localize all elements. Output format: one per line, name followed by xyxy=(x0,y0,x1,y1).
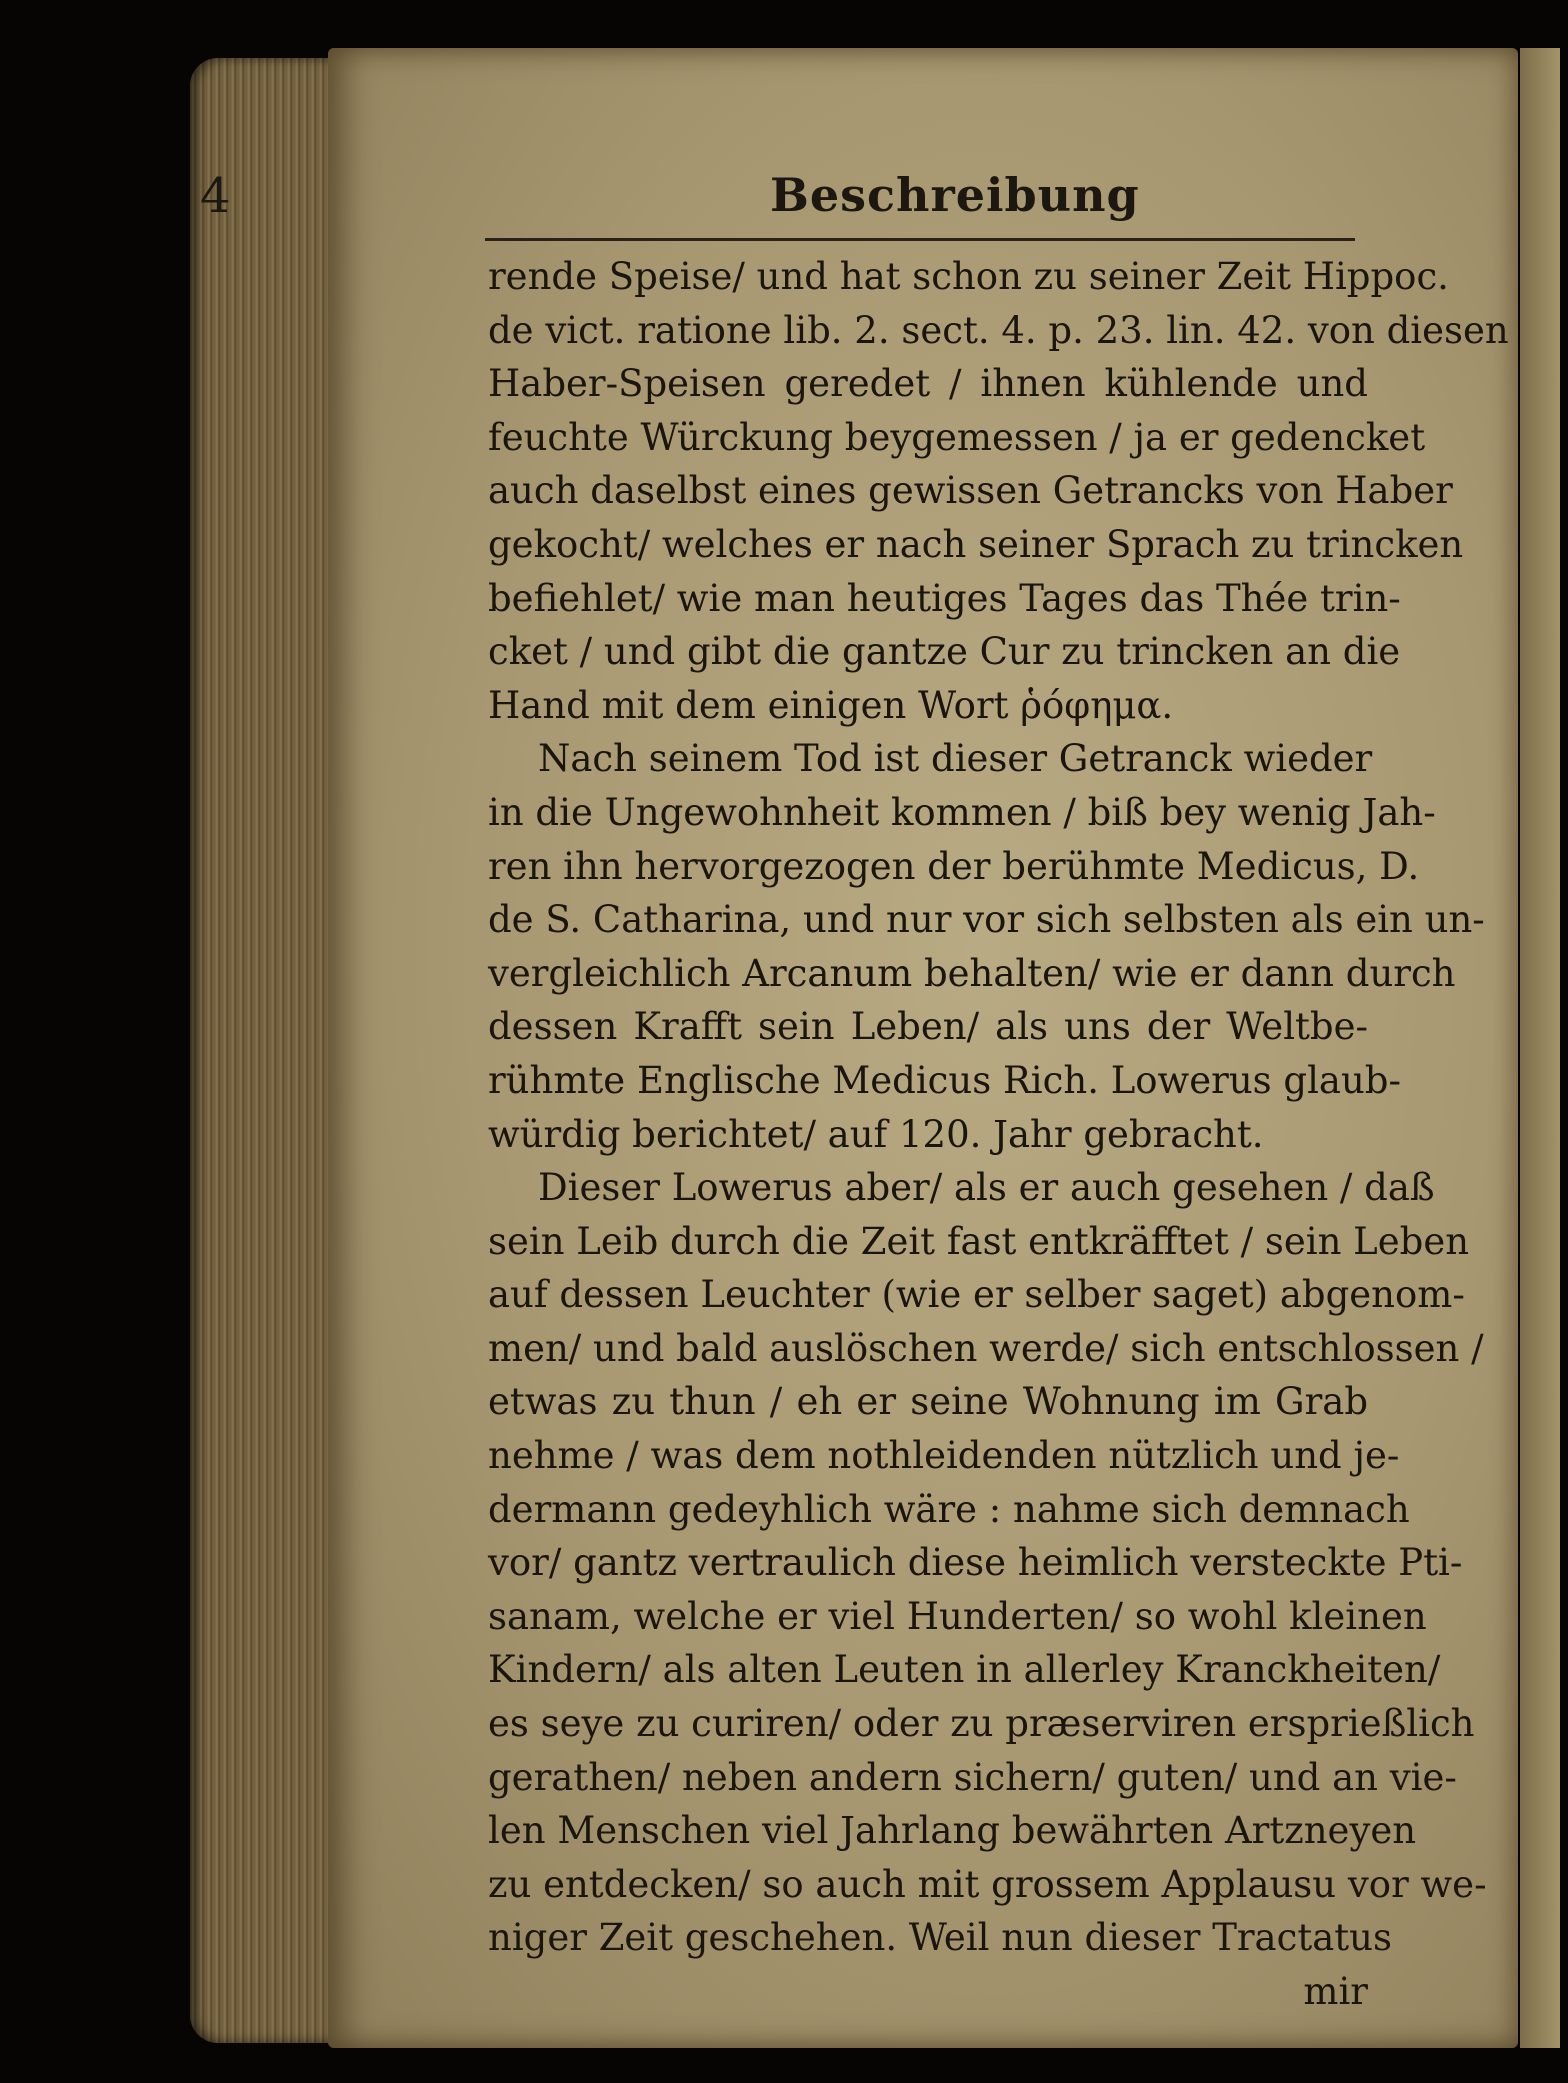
text-line: ren ihn hervorgezogen der berühmte Medicus, D. xyxy=(488,844,1420,888)
page-edges xyxy=(190,58,340,2043)
text-line: de vict. ratione lib. 2. sect. 4. p. 23. lin. 42. von diesen xyxy=(488,308,1509,352)
text-line: gerathen/ neben andern sichern/ guten/ und an vie- xyxy=(488,1755,1457,1799)
text-line: Dieser Lowerus aber/ als er auch gesehen / daß xyxy=(538,1166,1435,1210)
text-line: Haber-Speisen geredet / ihnen kühlende und xyxy=(488,362,1368,406)
text-line: dermann gedeyhlich wäre : nahme sich demnach xyxy=(488,1487,1410,1531)
text-line: befiehlet/ wie man heutiges Tages das Thée trin- xyxy=(488,576,1401,620)
running-head: Beschreibung xyxy=(770,168,1140,222)
body-text xyxy=(488,250,1509,2019)
text-line: Kindern/ als alten Leuten in allerley Kranckheiten/ xyxy=(488,1648,1441,1692)
catchword: mir xyxy=(1303,1970,1368,2013)
text-line: auch daselbst eines gewissen Getrancks von Haber xyxy=(488,469,1453,513)
text-line: rende Speise/ und hat schon zu seiner Zeit Hippoc. xyxy=(488,255,1449,298)
text-line: Hand mit dem einigen Wort ῥόφημα. xyxy=(488,683,1174,727)
text-line: nehme / was dem nothleidenden nützlich und je- xyxy=(488,1434,1400,1478)
text-line: sein Leib durch die Zeit fast entkräfftet / sein Leben xyxy=(488,1219,1470,1263)
text-line: Nach seinem Tod ist dieser Getranck wieder xyxy=(538,737,1373,781)
text-line: würdig berichtet/ auf 120. Jahr gebracht. xyxy=(488,1112,1264,1156)
text-line: gekocht/ welches er nach seiner Sprach zu trincken xyxy=(488,522,1464,566)
text-line: dessen Krafft sein Leben/ als uns der Weltbe- xyxy=(488,1005,1368,1049)
text-line: men/ und bald auslöschen werde/ sich entschlossen / xyxy=(488,1326,1484,1370)
text-line: cket / und gibt die gantze Cur zu trincken an die xyxy=(488,630,1401,674)
text-line: vor/ gantz vertraulich diese heimlich versteckte Pti- xyxy=(488,1541,1463,1585)
text-line: rühmte Englische Medicus Rich. Lowerus glaub- xyxy=(488,1058,1401,1102)
text-line: sanam, welche er viel Hunderten/ so wohl kleinen xyxy=(488,1594,1427,1638)
text-line: vergleichlich Arcanum behalten/ wie er dann durch xyxy=(488,951,1456,995)
facing-page-edge xyxy=(1520,48,1560,2048)
text-line: len Menschen viel Jahrlang bewährten Artzneyen xyxy=(488,1809,1417,1853)
text-line: feuchte Würckung beygemessen / ja er gedencket xyxy=(488,415,1426,459)
text-line: auf dessen Leuchter (wie er selber saget) abgenom- xyxy=(488,1273,1465,1317)
text-line: niger Zeit geschehen. Weil nun dieser Tractatus xyxy=(488,1916,1392,1960)
text-line: in die Ungewohnheit kommen / biß bey wenig Jah- xyxy=(488,790,1436,834)
text-line: etwas zu thun / eh er seine Wohnung im Grab xyxy=(488,1380,1368,1424)
header-rule xyxy=(485,238,1355,241)
text-line: de S. Catharina, und nur vor sich selbsten als ein un- xyxy=(488,898,1485,942)
text-line: es seye zu curiren/ oder zu præserviren ersprießlich xyxy=(488,1702,1475,1746)
page-number: 4 xyxy=(200,168,231,224)
text-line: zu entdecken/ so auch mit grossem Applausu vor we- xyxy=(488,1862,1487,1906)
